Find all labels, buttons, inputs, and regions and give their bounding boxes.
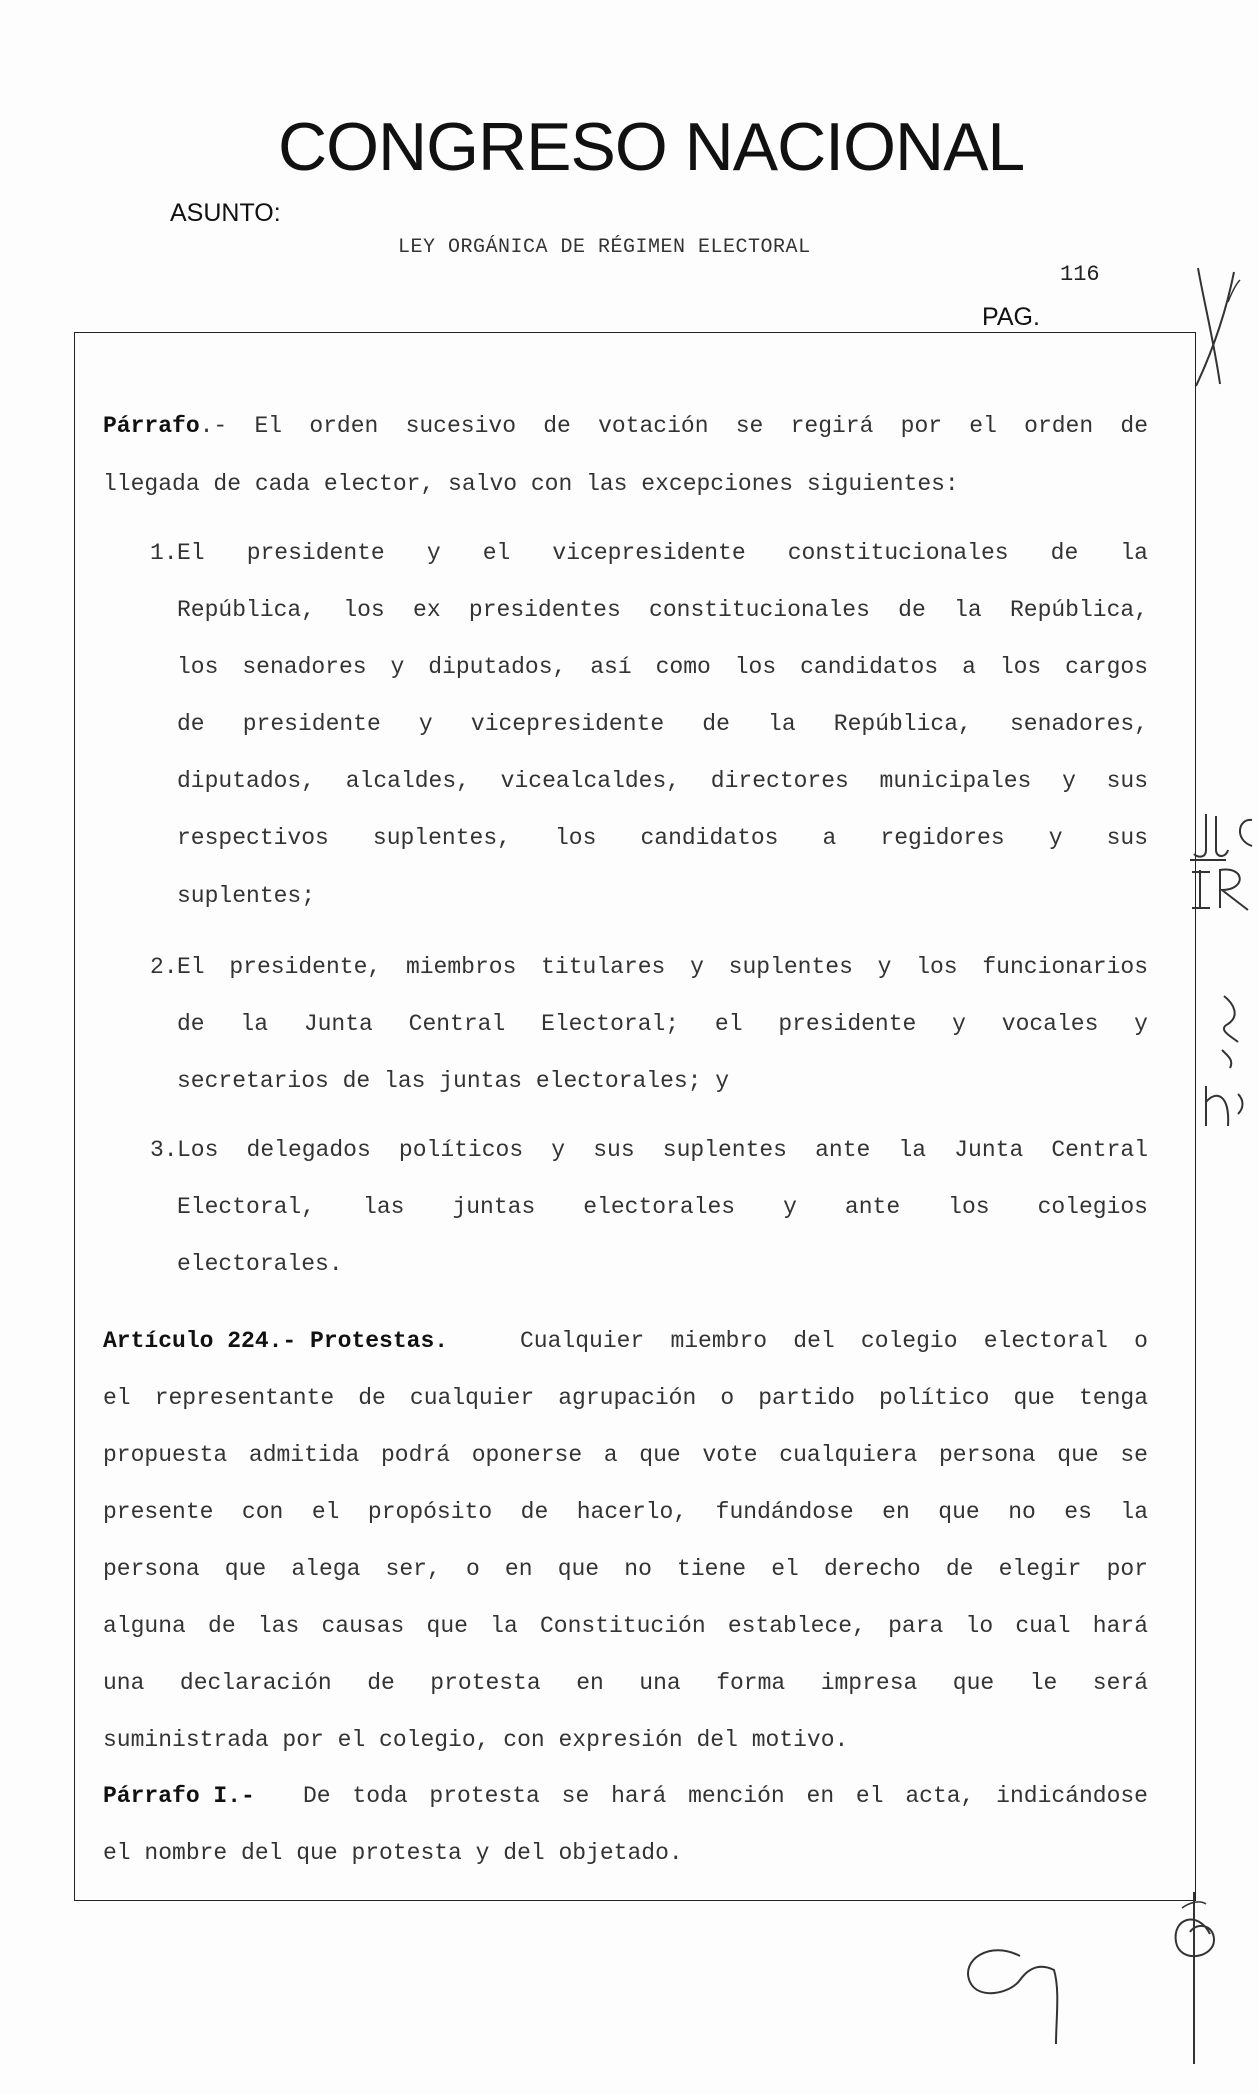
articulo-224-line: propuesta admitida podrá oponerse a que vote cualquiera persona que se [103,1442,1148,1468]
item-3-line: Electoral, las juntas electorales y ante los colegios [177,1194,1148,1220]
item-1-line: suplentes; [177,883,316,909]
page-number: 116 [1060,262,1100,287]
parrafo-1-line: De toda protesta se hará mención en el acta, indicándose [303,1783,1148,1809]
articulo-224-line: Cualquier miembro del colegio electoral o [520,1328,1148,1354]
articulo-224-line: el representante de cualquier agrupación o partido político que tenga [103,1385,1148,1411]
articulo-224-line: una declaración de protesta en una forma impresa que le será [103,1670,1148,1696]
handwritten-flourish-mark [1160,1888,1230,2068]
parrafo-1-label: Párrafo I.- [103,1783,255,1809]
articulo-224-line: presente con el propósito de hacerlo, fundándose en que no es la [103,1499,1148,1525]
item-2-line: El presidente, miembros titulares y suplentes y los funcionarios [177,954,1148,980]
item-3-line: Los delegados políticos y sus suplentes ante la Junta Central [177,1137,1148,1163]
item-1-line: El presidente y el vicepresidente constitucionales de la [177,540,1148,566]
parrafo-intro-text: .- El orden sucesivo de votación se regirá por el orden de [199,413,1148,439]
item-1-number: 1. [150,540,178,566]
handwritten-check-mark [1190,262,1245,392]
handwritten-number-mark [950,1920,1100,2050]
articulo-224-heading: Artículo 224.- Protestas. [103,1328,449,1354]
item-1-line: respectivos suplentes, los candidatos a regidores y sus [177,825,1148,851]
parrafo-intro-line-1 [103,413,1148,439]
item-1-line: los senadores y diputados, así como los candidatos a los cargos [177,654,1148,680]
item-1-line: de presidente y vicepresidente de la República, senadores, [177,711,1148,737]
articulo-224-line: suministrada por el colegio, con expresión del motivo. [103,1727,849,1753]
item-1-line: República, los ex presidentes constitucionales de la República, [177,597,1148,623]
parrafo-intro-line-2: llegada de cada elector, salvo con las excepciones siguientes: [103,471,959,497]
item-3-line: electorales. [177,1251,343,1277]
content-frame [74,332,1196,1901]
item-2-line: de la Junta Central Electoral; el presidente y vocales y [177,1011,1148,1037]
page-title: CONGRESO NACIONAL [278,109,1025,185]
asunto-label: ASUNTO: [170,199,281,227]
subject-text: LEY ORGÁNICA DE RÉGIMEN ELECTORAL [398,236,811,259]
parrafo-1-line: el nombre del que protesta y del objetado. [103,1840,683,1866]
handwritten-initials-mark [1186,810,1256,920]
item-2-number: 2. [150,954,178,980]
handwritten-signature-mark [1194,990,1254,1130]
parrafo-intro-label: Párrafo [103,413,200,439]
item-3-number: 3. [150,1137,178,1163]
articulo-224-line: alguna de las causas que la Constitución establece, para lo cual hará [103,1613,1148,1639]
item-2-line: secretarios de las juntas electorales; y [177,1068,730,1094]
articulo-224-line: persona que alega ser, o en que no tiene el derecho de elegir por [103,1556,1148,1582]
pag-label: PAG. [982,303,1040,331]
item-1-line: diputados, alcaldes, vicealcaldes, directores municipales y sus [177,768,1148,794]
